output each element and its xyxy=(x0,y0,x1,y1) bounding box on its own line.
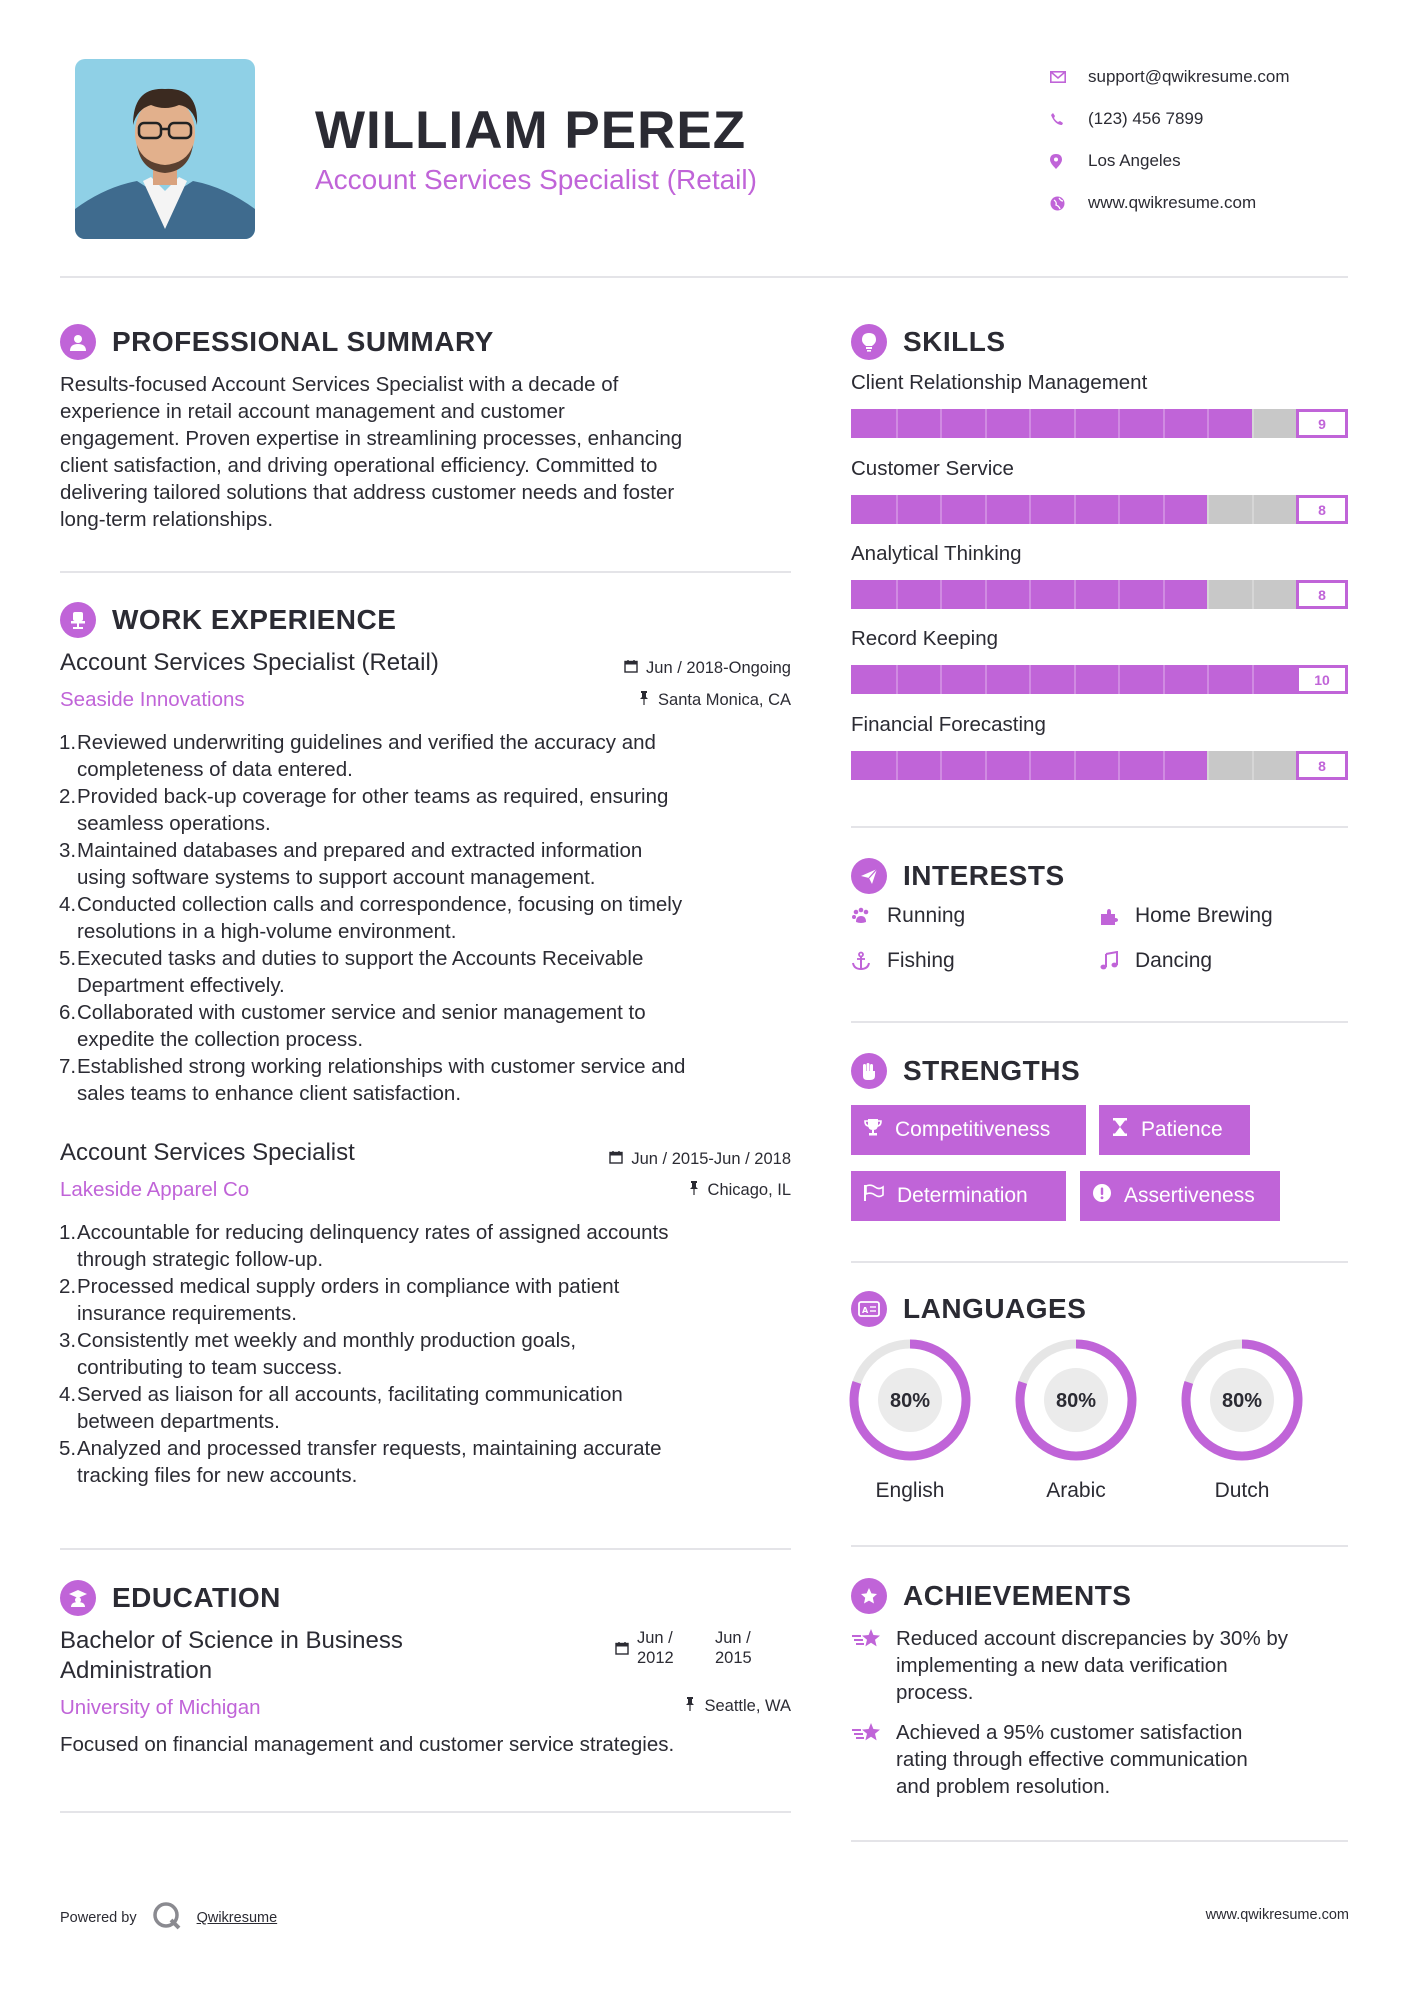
education-location-text: Seattle, WA xyxy=(704,1697,791,1715)
list-item: 7. Established strong working relationships with customer service and sales teams to enhance client satisfaction. xyxy=(59,1055,686,1105)
hourglass-icon xyxy=(1111,1117,1129,1143)
language-item xyxy=(847,1337,973,1502)
degree xyxy=(60,1626,403,1686)
skill-bar-segment xyxy=(896,751,898,780)
interest-item xyxy=(1099,904,1273,928)
location-text: Los Angeles xyxy=(1088,151,1181,170)
achievement-item xyxy=(851,1625,1356,1706)
contact-phone[interactable] xyxy=(1050,98,1290,140)
skill-bar-segment xyxy=(1118,580,1120,609)
exclamation-icon xyxy=(1092,1183,1112,1209)
education-title: EDUCATION xyxy=(112,1582,281,1613)
contact-list xyxy=(1050,56,1290,224)
experience-divider xyxy=(60,1548,791,1550)
skill-bar-segment xyxy=(985,665,987,694)
interest-label: Dancing xyxy=(1135,949,1213,972)
language-name: Dutch xyxy=(1214,1479,1270,1502)
skill-bar-segment xyxy=(896,409,898,438)
skill-bar-segment xyxy=(1029,751,1031,780)
languages-heading xyxy=(851,1291,1086,1327)
language-ring xyxy=(1013,1337,1139,1463)
skills-heading xyxy=(851,324,1006,360)
summary-title: PROFESSIONAL SUMMARY xyxy=(112,326,494,357)
shooting-star-icon xyxy=(851,1719,896,1800)
achievements-title: ACHIEVEMENTS xyxy=(903,1580,1132,1611)
strength-label: Assertiveness xyxy=(1124,1184,1255,1207)
achievements-divider xyxy=(851,1840,1348,1842)
job-location xyxy=(638,691,791,710)
degree-line: Administration xyxy=(60,1657,213,1684)
skill-bar-segment xyxy=(1163,495,1165,524)
experience-title: WORK EXPERIENCE xyxy=(112,604,397,635)
job-location-text: Chicago, IL xyxy=(707,1181,791,1199)
job-dates xyxy=(609,1150,791,1169)
header-divider xyxy=(60,276,1348,278)
interest-item xyxy=(1099,949,1212,973)
skill-name: Customer Service xyxy=(851,457,1014,480)
skill-bar-segment xyxy=(1252,665,1254,694)
interest-item xyxy=(851,904,965,928)
qwikresume-logo-icon xyxy=(151,1900,183,1936)
skill-bar-segment xyxy=(1118,751,1120,780)
list-item: 3. Maintained databases and prepared and extracted information using software systems to support account management. xyxy=(59,839,643,889)
skill-score: 8 xyxy=(1296,751,1348,780)
skill-bar-segment xyxy=(1074,751,1076,780)
contact-website[interactable] xyxy=(1050,182,1290,224)
skill-bar-segment xyxy=(1029,580,1031,609)
graduate-icon xyxy=(60,1580,96,1616)
lightbulb-icon xyxy=(851,324,887,360)
skill-bar-segment xyxy=(1029,495,1031,524)
pushpin-icon xyxy=(638,691,650,710)
website-text[interactable]: www.qwikresume.com xyxy=(1088,193,1257,212)
summary-line: Results-focused Account Services Specialist with a decade of xyxy=(60,373,619,396)
strengths-divider xyxy=(851,1261,1348,1263)
user-icon xyxy=(60,324,96,360)
strength-tag xyxy=(1099,1105,1250,1155)
summary-line: long-term relationships. xyxy=(60,508,274,531)
education-divider xyxy=(60,1811,791,1813)
skill-bar-segment xyxy=(940,580,942,609)
skill-bar-segment xyxy=(896,580,898,609)
anchor-icon xyxy=(851,951,887,971)
strengths-title: STRENGTHS xyxy=(903,1055,1081,1086)
list-item: 5. Executed tasks and duties to support the Accounts Receivable Department effectively. xyxy=(59,947,644,997)
strength-tag xyxy=(851,1105,1086,1155)
list-item: 1. Accountable for reducing delinquency rates of assigned accounts through strategic follow-up. xyxy=(59,1221,669,1271)
email-text[interactable]: support@qwikresume.com xyxy=(1088,67,1290,86)
start-date: Jun / 2012 xyxy=(637,1629,674,1667)
candidate-name: WILLIAM PEREZ xyxy=(315,101,747,160)
company-name: Seaside Innovations xyxy=(60,688,245,711)
summary-heading xyxy=(60,324,494,360)
skill-bar-segment xyxy=(1029,409,1031,438)
skill-bar-segment xyxy=(1163,665,1165,694)
skill-bar-segment xyxy=(1252,751,1254,780)
skills-title: SKILLS xyxy=(903,326,1006,357)
language-percent: 80% xyxy=(1055,1390,1097,1412)
skill-bar-segment xyxy=(940,751,942,780)
globe-icon xyxy=(1050,196,1088,211)
achievement-text: Achieved a 95% customer satisfaction rating through effective communication and problem resolution. xyxy=(896,1721,1248,1798)
job-title: Account Services Specialist (Retail) xyxy=(60,649,439,676)
list-item: 2. Provided back-up coverage for other teams as required, ensuring seamless operations. xyxy=(59,785,669,835)
skill-bar-segment xyxy=(1074,495,1076,524)
language-name: English xyxy=(875,1479,945,1502)
job-title: Account Services Specialist xyxy=(60,1139,355,1166)
skill-bar-segment xyxy=(1074,409,1076,438)
calendar-icon xyxy=(615,1628,629,1660)
calendar-icon xyxy=(609,1150,623,1169)
company-name: Lakeside Apparel Co xyxy=(60,1178,250,1201)
phone-icon xyxy=(1050,112,1088,126)
education-description: Focused on financial management and customer service strategies. xyxy=(60,1733,675,1756)
summary-divider xyxy=(60,571,791,573)
job-dates-text: Jun / 2018-Ongoing xyxy=(646,659,791,677)
flag-icon xyxy=(863,1184,885,1208)
summary-line: experience in retail account management and customer xyxy=(60,400,565,423)
skill-name: Client Relationship Management xyxy=(851,371,1148,394)
trophy-icon xyxy=(863,1117,883,1143)
summary-line: engagement. Proven expertise in streamlining processes, enhancing xyxy=(60,427,683,450)
skill-score: 8 xyxy=(1296,495,1348,524)
skill-bar xyxy=(851,580,1348,609)
interest-label: Running xyxy=(887,904,966,927)
skill-bar-segment xyxy=(985,495,987,524)
skill-bar-segment xyxy=(1207,409,1209,438)
pushpin-icon xyxy=(684,1697,696,1716)
powered-by-text: Powered by xyxy=(60,1910,137,1926)
language-item xyxy=(1013,1337,1139,1502)
candidate-title: Account Services Specialist (Retail) xyxy=(315,164,757,195)
skill-bar-segment xyxy=(1074,665,1076,694)
list-item: 1. Reviewed underwriting guidelines and verified the accuracy and completeness of data entered. xyxy=(59,731,656,781)
skill-bar-segment xyxy=(1118,495,1120,524)
shooting-star-icon xyxy=(851,1625,896,1706)
skill-bar-segment xyxy=(1118,665,1120,694)
education-dates xyxy=(615,1628,752,1668)
music-icon xyxy=(1099,951,1135,971)
language-name: Arabic xyxy=(1046,1479,1106,1502)
skill-bar-segment xyxy=(985,751,987,780)
strength-tag xyxy=(1080,1171,1280,1221)
footer-branding xyxy=(60,1900,277,1936)
language-ring xyxy=(847,1337,973,1463)
skill-bar-segment xyxy=(940,495,942,524)
achievement-text: Reduced account discrepancies by 30% by implementing a new data verification process. xyxy=(896,1627,1289,1704)
footer-website-link[interactable]: www.qwikresume.com xyxy=(1205,1907,1349,1923)
list-item: 4. Served as liaison for all accounts, facilitating communication between departments. xyxy=(59,1383,623,1433)
qwikresume-link[interactable]: Qwikresume xyxy=(196,1910,278,1926)
languages-divider xyxy=(851,1545,1348,1547)
list-item: 2. Processed medical supply orders in compliance with patient insurance requirements. xyxy=(59,1275,620,1325)
list-item: 3. Consistently met weekly and monthly production goals, contributing to team success. xyxy=(59,1329,577,1379)
skill-bar-segment xyxy=(1029,665,1031,694)
achievement-item xyxy=(851,1719,1356,1800)
school-name: University of Michigan xyxy=(60,1696,261,1719)
skill-bar-segment xyxy=(1207,665,1209,694)
skill-name: Financial Forecasting xyxy=(851,713,1046,736)
interest-label: Fishing xyxy=(887,949,955,972)
skill-score: 10 xyxy=(1296,665,1348,694)
language-percent: 80% xyxy=(889,1390,931,1412)
skill-bar-segment xyxy=(896,495,898,524)
skill-bar-segment xyxy=(985,580,987,609)
job-location-text: Santa Monica, CA xyxy=(658,691,791,709)
strength-label: Competitiveness xyxy=(895,1118,1051,1141)
skill-bar xyxy=(851,751,1348,780)
skill-bar xyxy=(851,409,1348,438)
pushpin-icon xyxy=(688,1181,700,1200)
skill-bar xyxy=(851,665,1348,694)
paw-icon xyxy=(851,906,887,926)
end-date: Jun / 2015 xyxy=(715,1629,752,1667)
experience-heading xyxy=(60,602,396,638)
job-location xyxy=(688,1181,791,1200)
skill-bar-segment xyxy=(1074,580,1076,609)
job-dates xyxy=(624,659,791,678)
skill-bar xyxy=(851,495,1348,524)
skill-bar-segment xyxy=(1252,580,1254,609)
interest-item xyxy=(851,949,955,973)
profile-photo xyxy=(75,59,255,239)
skill-score: 8 xyxy=(1296,580,1348,609)
skill-bar-segment xyxy=(1163,580,1165,609)
skill-bar-segment xyxy=(1252,409,1254,438)
summary-line: delivering tailored solutions that address customer needs and foster xyxy=(60,481,675,504)
skill-name: Analytical Thinking xyxy=(851,542,1022,565)
interest-label: Home Brewing xyxy=(1135,904,1273,927)
skill-bar-segment xyxy=(1163,751,1165,780)
languages-title: LANGUAGES xyxy=(903,1293,1087,1324)
summary-line: client satisfaction, and driving operational efficiency. Committed to xyxy=(60,454,658,477)
interests-heading xyxy=(851,858,1065,894)
calendar-icon xyxy=(624,659,638,678)
office-chair-icon xyxy=(60,602,96,638)
contact-email[interactable] xyxy=(1050,56,1290,98)
skill-bar-segment xyxy=(1163,409,1165,438)
summary-text xyxy=(60,371,800,533)
skill-bar-segment xyxy=(1252,495,1254,524)
education-location xyxy=(684,1697,791,1716)
skill-bar-segment xyxy=(1118,409,1120,438)
degree-line: Bachelor of Science in Business xyxy=(60,1627,403,1654)
skill-bar-segment xyxy=(940,409,942,438)
duties-list xyxy=(59,1219,798,1489)
skill-bar-segment xyxy=(940,665,942,694)
skill-bar-segment xyxy=(1207,751,1209,780)
achievements-heading xyxy=(851,1578,1131,1614)
language-item xyxy=(1179,1337,1305,1502)
contact-location xyxy=(1050,140,1290,182)
skill-bar-segment xyxy=(896,665,898,694)
strength-label: Patience xyxy=(1141,1118,1223,1141)
language-icon xyxy=(851,1291,887,1327)
language-ring xyxy=(1179,1337,1305,1463)
skill-bar-segment xyxy=(1207,580,1209,609)
language-percent: 80% xyxy=(1221,1390,1263,1412)
interests-title: INTERESTS xyxy=(903,860,1065,891)
phone-text: (123) 456 7899 xyxy=(1088,109,1204,128)
list-item: 5. Analyzed and processed transfer requests, maintaining accurate tracking files for new accounts. xyxy=(59,1437,662,1487)
duties-list xyxy=(59,729,798,1107)
interests-divider xyxy=(851,1021,1348,1023)
education-heading xyxy=(60,1580,281,1616)
skills-divider xyxy=(851,826,1348,828)
job-dates-text: Jun / 2015-Jun / 2018 xyxy=(631,1150,791,1168)
strengths-heading xyxy=(851,1053,1080,1089)
skill-name: Record Keeping xyxy=(851,627,999,650)
skill-bar-segment xyxy=(985,409,987,438)
envelope-icon xyxy=(1050,71,1088,83)
svg-text:A: A xyxy=(862,1306,869,1315)
list-item: 6. Collaborated with customer service and senior management to expedite the collection process. xyxy=(59,1001,646,1051)
puzzle-icon xyxy=(1099,906,1135,926)
skill-bar-segment xyxy=(1207,495,1209,524)
map-pin-icon xyxy=(1050,154,1088,169)
star-badge-icon xyxy=(851,1578,887,1614)
paper-plane-icon xyxy=(851,858,887,894)
strength-label: Determination xyxy=(897,1184,1028,1207)
raised-fist-icon xyxy=(851,1053,887,1089)
skill-bar-fill xyxy=(851,409,1252,438)
skill-score: 9 xyxy=(1296,409,1348,438)
list-item: 4. Conducted collection calls and correspondence, focusing on timely resolutions in a high-volume environment. xyxy=(59,893,683,943)
strength-tag xyxy=(851,1171,1066,1221)
